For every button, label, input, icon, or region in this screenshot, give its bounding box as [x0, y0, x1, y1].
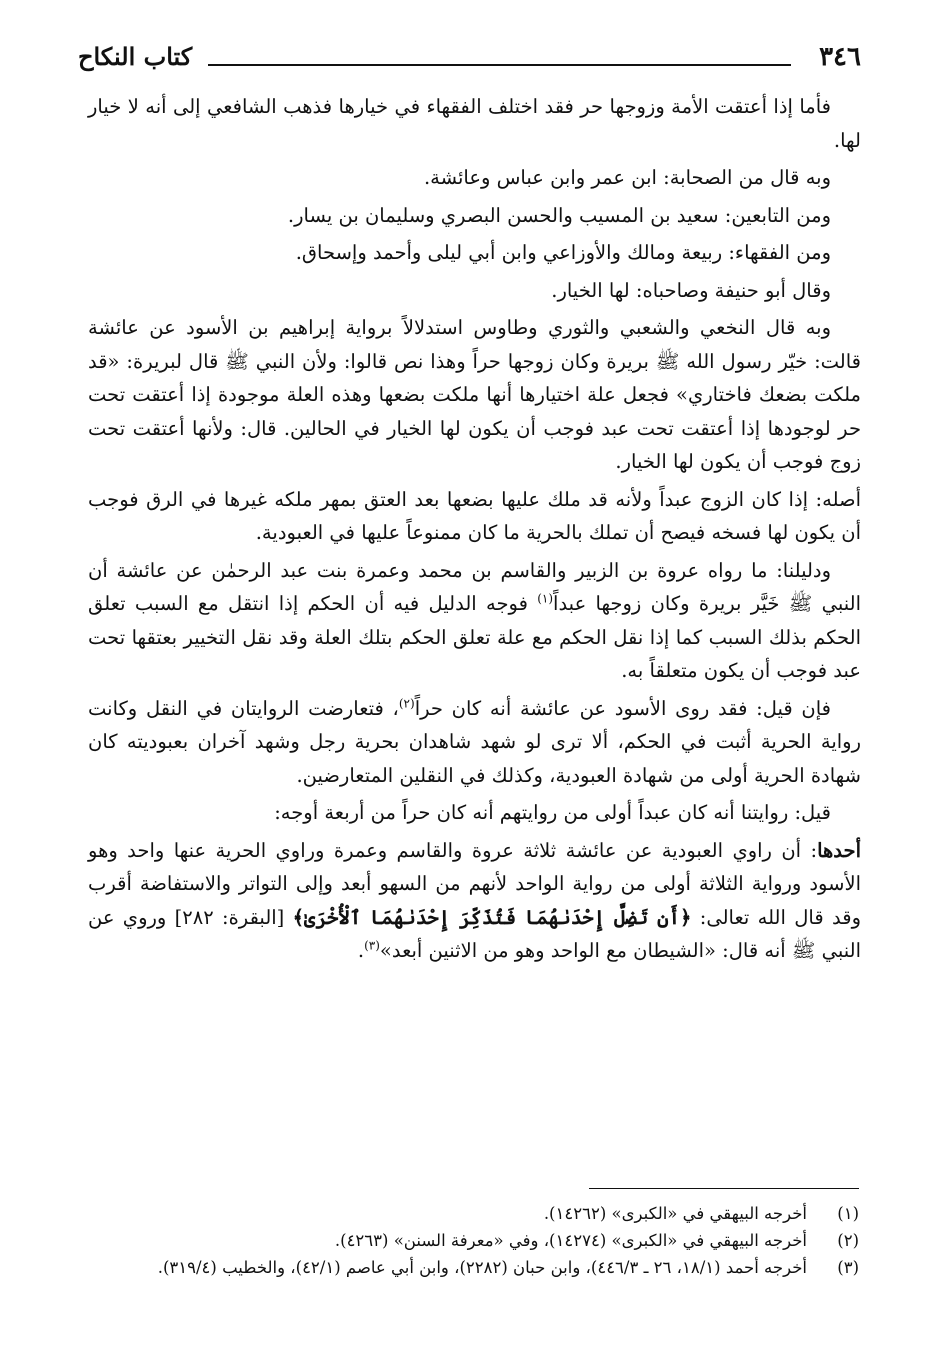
- page-header: [78, 40, 861, 80]
- footnote-number: (٢): [837, 1231, 859, 1250]
- book-title: كتاب النكاح: [78, 42, 193, 71]
- paragraph-end: .: [357, 939, 365, 962]
- paragraph-text: فوجه الدليل فيه أن الحكم إذا انتقل مع السبب تعلق الحكم بذلك السبب كما إذا نقل الحكم مع علة تعلق الحكم بتلك العلة وقد نقل التخيير بعتقها تحت عبد فوجب أن يكون متعلقاً به.: [88, 592, 861, 682]
- paragraph: وبه قال النخعي والشعبي والثوري وطاوس استدلالاً برواية إبراهيم بن الأسود عن عائشة قالت: خيّر رسول الله ﷺ بريرة وكان زوجها حراً وهذا نص قالوا: ولأن النبي ﷺ قال لبريرة: «قد ملكت بضعك فاختاري» فجعل علة اختيارها أنها ملكت بضعها وهذه العلة موجودة إذا أعتقت تحت حر لوجودها إذا أعتقت تحت عبد فوجب أن يكون لها الخيار في الحالين. قال: ولأنها أعتقت تحت زوج فوجب أن يكون لها الخيار.: [88, 316, 861, 473]
- paragraph: [88, 834, 861, 968]
- footnote: [88, 1200, 859, 1227]
- footnote-number: (٣): [837, 1258, 859, 1277]
- header-rule: [208, 64, 791, 66]
- footnote: [88, 1254, 859, 1281]
- paragraph-text: ودليلنا: ما رواه عروة بن الزبير والقاسم بن محمد وعمرة بنت عبد الرحمٰن عن عائشة أن النبي ﷺ خَيَّر بريرة وكان زوجها عبداً: [88, 558, 861, 615]
- main-text: [88, 90, 861, 972]
- footnote-text: أخرجه البيهقي في «الكبرى» (١٤٢٦٢).: [543, 1204, 807, 1223]
- paragraph-lead: أحدها: [817, 838, 861, 862]
- paragraph: [88, 692, 861, 793]
- footnote-text: أخرجه أحمد (١٨/١، ٢٦ ـ ٤٤٦/٣)، وابن حبان (٢٢٨٢)، وابن أبي عاصم (٤٢/١)، والخطيب (٣١٩/٤).: [157, 1258, 807, 1277]
- paragraph: فأما إذا أعتقت الأمة وزوجها حر فقد اختلف الفقهاء في خيارها فذهب الشافعي إلى أنه لا خيار لها.: [88, 95, 861, 152]
- paragraph-text: فإن قيل: فقد روى الأسود عن عائشة أنه كان حراً: [414, 696, 832, 720]
- footnote-ref[interactable]: (١): [537, 591, 554, 606]
- footnotes: [88, 1200, 859, 1281]
- quran-verse: ﴿أَن تَضِلَّ إِحْدَىٰهُمَا فَتُذَكِّرَ إِحْدَىٰهُمَا ٱلْأُخْرَىٰ﴾: [292, 905, 692, 929]
- footnote-number: (١): [837, 1204, 859, 1223]
- paragraph: قيل: روايتنا أنه كان عبداً أولى من روايتهم أنه كان حراً من أربعة أوجه:: [274, 801, 831, 824]
- paragraph: [88, 554, 861, 688]
- footnote-text: أخرجه البيهقي في «الكبرى» (١٤٢٧٤)، وفي «معرفة السنن» (٤٢٦٣).: [334, 1231, 807, 1250]
- paragraph: ومن التابعين: سعيد بن المسيب والحسن البصري وسليمان بن يسار.: [287, 203, 831, 227]
- page-number: ٣٤٦: [819, 42, 861, 72]
- paragraph-text: : أن راوي العبودية عن عائشة ثلاثة عروة والقاسم وعمرة وراوي الحرية عنها واحد وهو الأسود ورواية الثلاثة أولى من رواية الواحد لأنهم من السهو أبعد وإلى التواتر والاستفاضة أقرب وقد قال الله تعالى:: [88, 838, 861, 929]
- footnote: [88, 1227, 859, 1254]
- paragraph-text: [البقرة: ٢٨٢] وروي عن النبي ﷺ أنه قال: «الشيطان مع الواحد وهو من الاثنين أبعد»: [88, 905, 861, 962]
- paragraph: أصله: إذا كان الزوج عبداً ولأنه قد ملك عليها بضعها بعد العتق بمهر ملكه غيرها في الرق فوجب أن يكون لها فسخه فيصح أن تملك بالحرية ما كان ممنوعاً عليها في العبودية.: [88, 487, 861, 544]
- paragraph-text: ، فتعارضت الروايتان في النقل وكانت رواية الحرية أثبت في الحكم، ألا ترى لو شهد شاهدان بحرية رجل وشهد آخران بعبوديته كان شهادة الحرية أولى من شهادة العبودية، وكذلك في النقلين المتعارضين.: [88, 696, 861, 787]
- footnote-ref[interactable]: (٣): [364, 938, 380, 953]
- footnote-ref[interactable]: (٢): [398, 696, 415, 710]
- paragraph: وقال أبو حنيفة وصاحباه: لها الخيار.: [551, 278, 831, 302]
- footnote-rule: [589, 1188, 859, 1189]
- paragraph: ومن الفقهاء: ربيعة ومالك والأوزاعي وابن أبي ليلى وأحمد وإسحاق.: [295, 241, 831, 264]
- paragraph: وبه قال من الصحابة: ابن عمر وابن عباس وعائشة.: [423, 166, 831, 189]
